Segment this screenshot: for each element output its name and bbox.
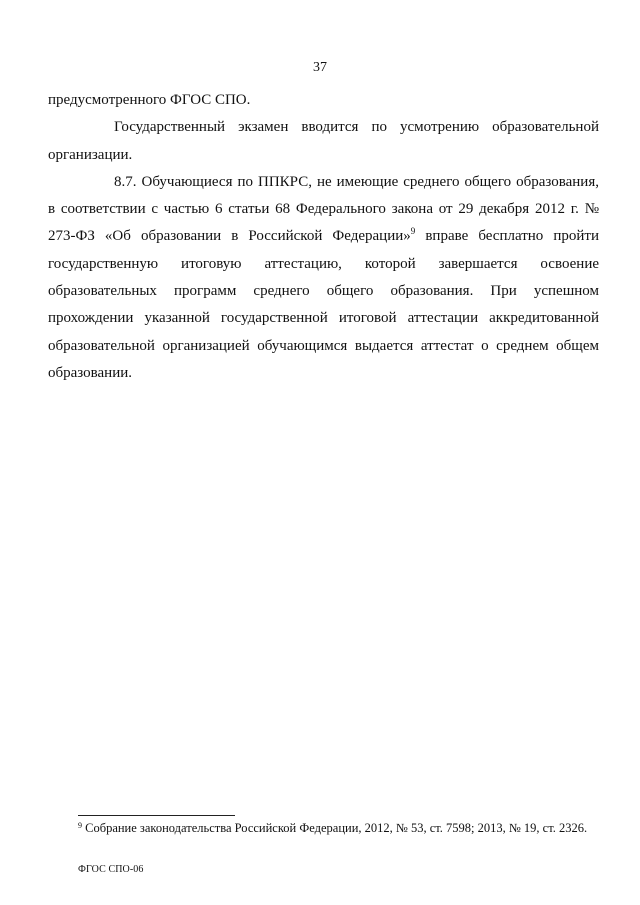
page-number: 37	[313, 60, 327, 75]
document-body	[48, 87, 599, 387]
document-code: ФГОС СПО-06	[78, 864, 144, 875]
footnote-divider	[78, 815, 235, 816]
paragraph-state-exam: Государственный экзамен вводится по усмотрению образовательной организации.	[48, 119, 599, 163]
footnote-marker: 9	[78, 821, 82, 830]
footnote-reference: 9	[410, 226, 416, 237]
paragraph-continuation: предусмотренного ФГОС СПО.	[48, 92, 251, 108]
footnote	[78, 820, 618, 836]
paragraph-8-7-text-before: 8.7. Обучающиеся по ППКРС, не имеющие среднего общего образования, в соответствии с частью 6 статьи 68 Федерального закона от 29 декабря 2012 г. № 273-ФЗ «Об образовании в Российской Федерации»	[48, 173, 599, 245]
footnote-text: Собрание законодательства Российской Федерации, 2012, № 53, ст. 7598; 2013, № 19, ст. 2326.	[82, 821, 588, 835]
paragraph-8-7	[48, 169, 599, 387]
paragraph-8-7-text-after: вправе бесплатно пройти государственную итоговую аттестацию, которой завершается освоение образовательных программ среднего общего образования. При успешном прохождении указанной государственной итоговой аттестации аккредитованной образовательной организацией обучающимся выдается аттестат о среднем общем образовании.	[48, 228, 600, 381]
